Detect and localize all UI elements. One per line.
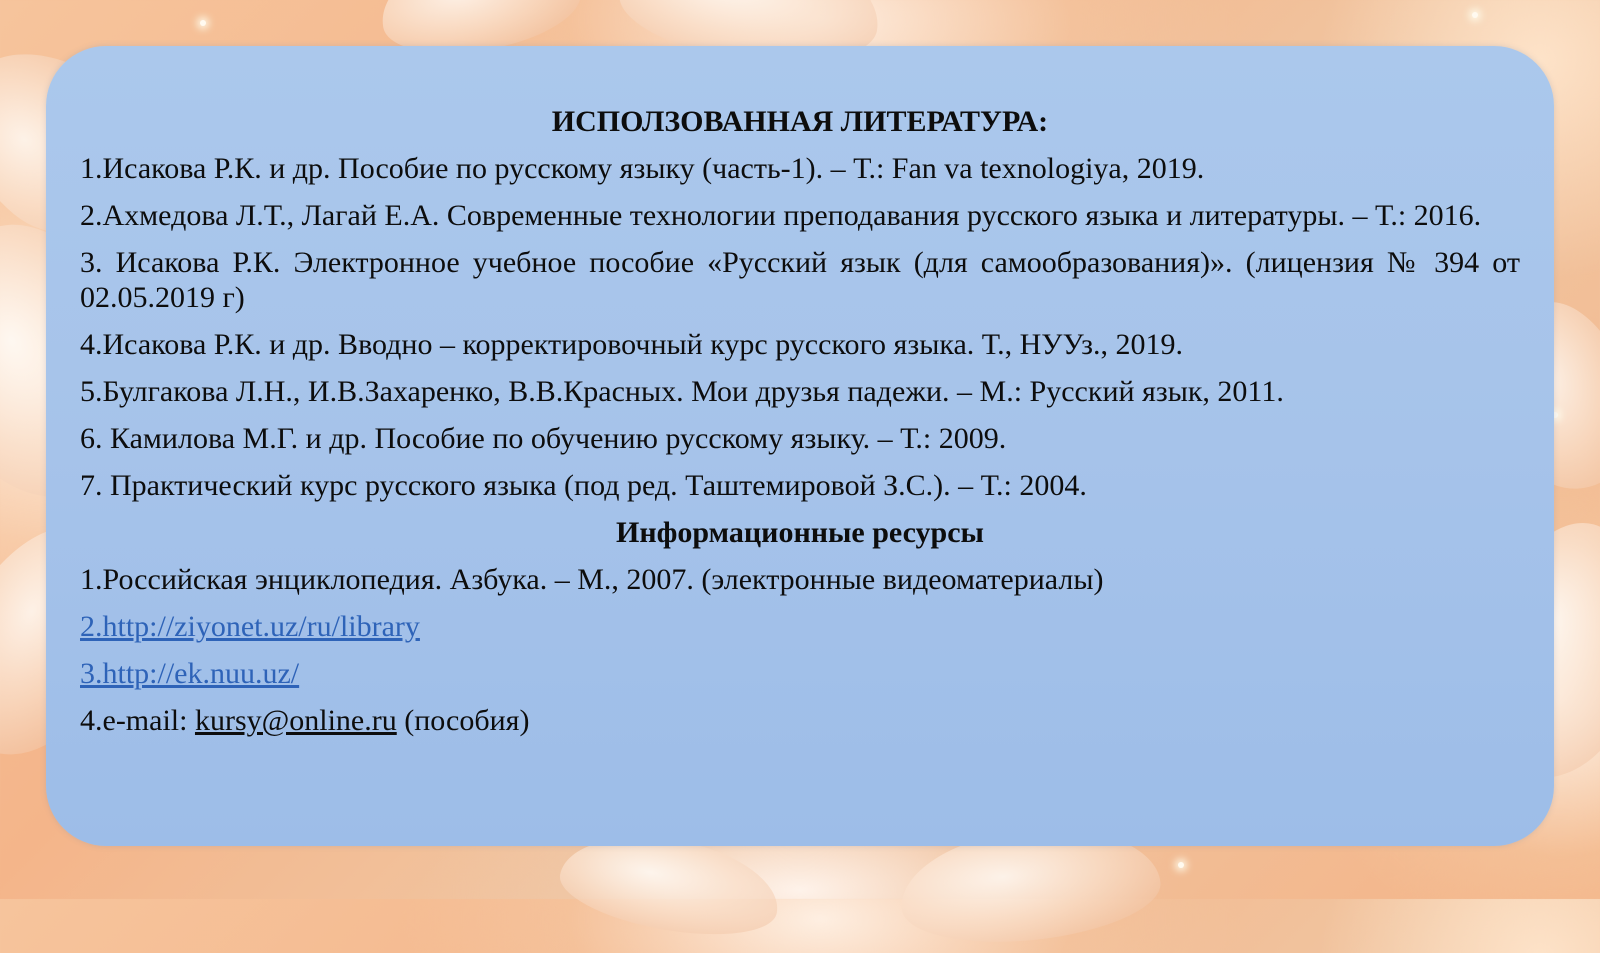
ziyonet-library-link[interactable]: 2.http://ziyonet.uz/ru/library <box>80 610 420 643</box>
resource-item: 1.Российская энциклопедия. Азбука. – М., 2007. (электронные видеоматериалы) <box>80 563 1104 596</box>
email-resource-item <box>80 703 1520 738</box>
literature-item: 7. Практический курс русского языка (под ред. Таштемировой З.С.). – Т.: 2004. <box>80 469 1087 502</box>
ek-nuu-link[interactable]: 3.http://ek.nuu.uz/ <box>80 657 300 690</box>
literature-item: 4.Исакова Р.К. и др. Вводно – корректировочный курс русского языка. Т., НУУз., 2019. <box>80 328 1183 361</box>
literature-item: 5.Булгакова Л.Н., И.В.Захаренко, В.В.Красных. Мои друзья падежи. – М.: Русский язык, 2011. <box>80 375 1284 408</box>
resources-heading: Информационные ресурсы <box>616 516 984 549</box>
email-link[interactable]: kursy@online.ru <box>194 704 397 737</box>
sparkle-decoration <box>200 20 206 26</box>
email-suffix: (пособия) <box>396 704 530 737</box>
literature-item: 6. Камилова М.Г. и др. Пособие по обучению русскому языку. – Т.: 2009. <box>80 422 1007 455</box>
literature-item: 1.Исакова Р.К. и др. Пособие по русскому языку (часть-1). – Т.: Fan va texnologiya, 2019. <box>80 152 1205 185</box>
literature-heading: ИСПОЛЗОВАННАЯ ЛИТЕРАТУРА: <box>551 105 1049 138</box>
references-content <box>80 104 1520 750</box>
literature-item: 3. Исакова Р.К. Электронное учебное пособие «Русский язык (для самообразования)». (лицензия № 394 от 02.05.2019 г) <box>80 246 1520 314</box>
sparkle-decoration <box>1178 862 1184 868</box>
email-prefix: 4.e-mail: <box>80 704 195 737</box>
sparkle-decoration <box>1472 12 1478 18</box>
literature-item: 2.Ахмедова Л.Т., Лагай Е.А. Современные технологии преподавания русского языка и литературы. – Т.: 2016. <box>80 199 1482 232</box>
